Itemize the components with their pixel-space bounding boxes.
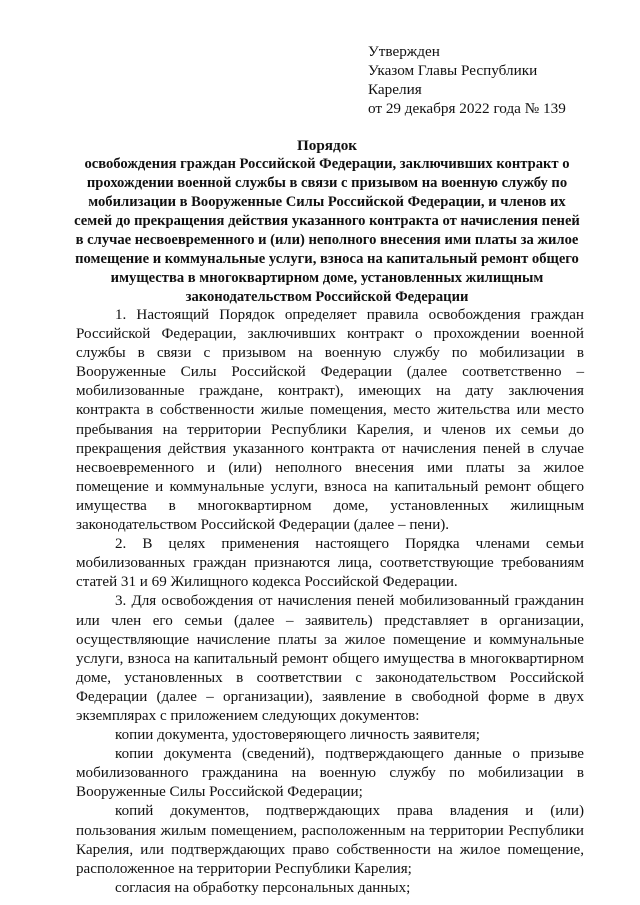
document-title [70,136,584,307]
list-item-personal-data-consent: согласия на обработку персональных данных; [115,879,411,896]
approval-line-decree: Указом Главы Республики [368,62,538,79]
approval-line-date: от 29 декабря 2022 года № 139 [368,100,566,117]
title-text: освобождения граждан Российской Федерации, заключивших контракт о прохождении военной службы в связи с призывом на военную службу по мобилизации в Вооруженные Силы Российской Федерации, и членов их семей до прекращения действия указанного контракта от начисления пеней в случае несвоевременного и (или) неполного внесения ими платы за жилое помещение и коммунальные услуги, взноса на капитальный ремонт общего имущества в многоквартирном доме, установленных жилищным законодательством Российской Федерации [74,156,580,305]
title-heading: Порядок [296,137,358,154]
list-item-mobilization-document: копии документа (сведений), подтверждающего данные о призыве мобилизованного гражданина на военную службу по мобилизации в Вооруженные Силы Российской Федерации; [76,746,584,801]
document-body [76,306,584,898]
approval-line-approved: Утвержден [368,43,440,60]
list-item-housing-documents: копий документов, подтверждающих права владения и (или) пользования жилым помещением, расположенным на территории Республики Карелия, или подтверждающих право собственности на жилое помещение, расположенное на территории Республики Карелия; [76,803,584,877]
paragraph-3: 3. Для освобождения от начисления пеней мобилизованный гражданин или член его семьи (далее – заявитель) представляет в организации, осуществляющие начисление платы за жилое помещение и коммунальные услуги, взноса на капитальный ремонт общего имущества в многоквартирном доме, установленных в соответствии с законодательством Российской Федерации (далее – организации), заявление в свободной форме в двух экземплярах с приложением следующих документов: [76,593,584,724]
paragraph-2: 2. В целях применения настоящего Порядка членами семьи мобилизованных граждан признаются лица, соответствующие требованиям статей 31 и 69 Жилищного кодекса Российской Федерации. [76,536,584,591]
approval-line-republic: Карелия [368,81,422,98]
list-item-identity-document: копии документа, удостоверяющего личность заявителя; [115,727,480,744]
paragraph-1: 1. Настоящий Порядок определяет правила освобождения граждан Российской Федерации, заключивших контракт о прохождении военной службы в связи с призывом на военную службу по мобилизации в Вооруженные Силы Российской Федерации (далее соответственно – мобилизованные граждане, контракт), имеющих на дату заключения контракта в собственности жилые помещения, место жительства или место пребывания на территории Республики Карелия, и членов их семьи до прекращения действия указанного контракта от начисления пеней в случае несвоевременного и (или) неполного внесения ими платы за жилое помещение и коммунальные услуги, взноса на капитальный ремонт общего имущества в многоквартирном доме, установленных жилищным законодательством Российской Федерации (далее – пени). [76,307,584,534]
approval-stamp [368,42,566,118]
